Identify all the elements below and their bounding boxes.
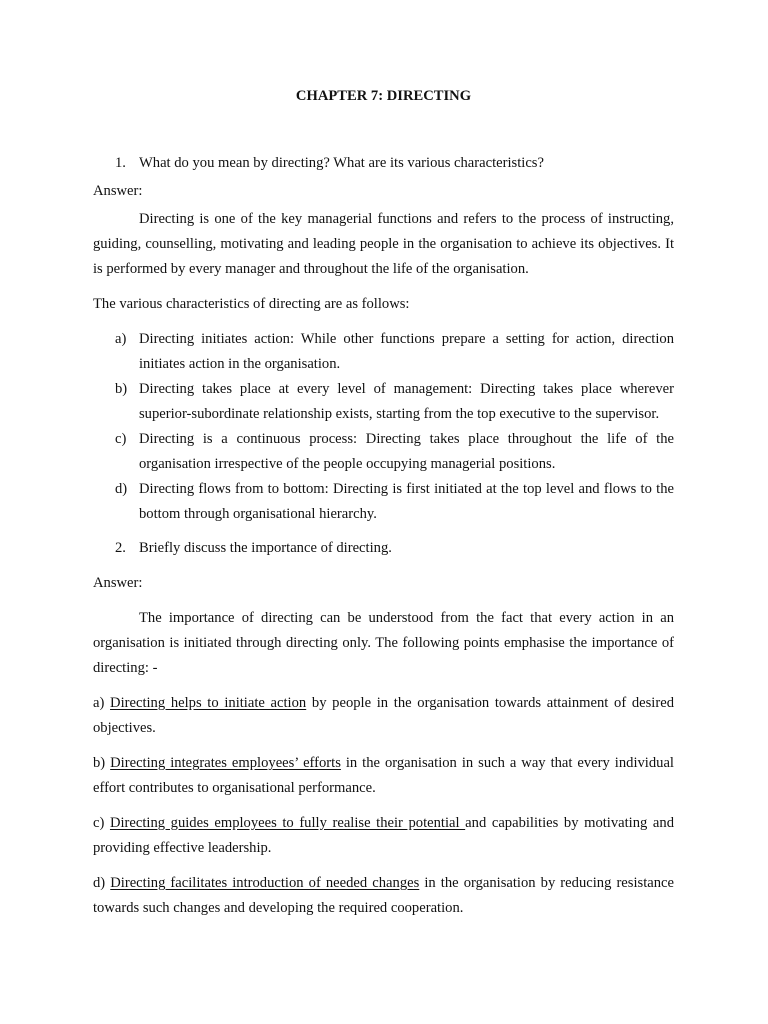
importance-text: by people in the organisation towards attainment of desired objectives.	[93, 695, 674, 736]
list-marker: b)	[115, 381, 128, 397]
spacer	[93, 527, 674, 536]
importance-marker: b)	[93, 755, 106, 771]
importance-item	[93, 811, 674, 861]
importance-text: and capabilities by motivating and providing effective leadership.	[93, 815, 674, 856]
importance-heading: Directing facilitates introduction of needed changes	[110, 875, 420, 891]
list-item-text: Directing is a continuous process: Directing takes place throughout the life of the organisation irrespective of the people occupying managerial positions.	[139, 431, 674, 472]
page-title: CHAPTER 7: DIRECTING	[295, 88, 472, 104]
importance-marker: a)	[93, 695, 105, 711]
importance-marker: d)	[93, 875, 106, 891]
question-text: What do you mean by directing? What are its various characteristics?	[139, 155, 544, 171]
spacer	[93, 861, 674, 871]
list-item	[93, 427, 674, 477]
spacer	[93, 282, 674, 292]
spacer	[93, 681, 674, 691]
characteristics-intro: The various characteristics of directing are as follows:	[93, 296, 410, 312]
answer-label: Answer:	[93, 183, 143, 199]
document-page	[93, 86, 674, 921]
list-item	[93, 327, 674, 377]
list-item	[93, 377, 674, 427]
characteristics-list	[93, 327, 674, 527]
spacer	[93, 596, 674, 606]
importance-item	[93, 691, 674, 741]
list-item-text: Directing initiates action: While other functions prepare a setting for action, direction initiates action in the organisation.	[139, 331, 674, 372]
spacer	[93, 801, 674, 811]
list-marker: a)	[115, 331, 127, 347]
spacer	[93, 741, 674, 751]
spacer	[93, 561, 674, 571]
spacer	[93, 317, 674, 327]
list-marker: d)	[115, 481, 128, 497]
importance-item	[93, 871, 674, 921]
answer-paragraph: The importance of directing can be understood from the fact that every action in an organisation is initiated through directing only. The following points emphasise the importance of directing: -	[93, 610, 674, 676]
list-item-text: Directing takes place at every level of management: Directing takes place wherever superior-subordinate relationship exists, starting from the top executive to the supervisor.	[139, 381, 674, 422]
list-item	[93, 477, 674, 527]
question-1	[93, 151, 674, 176]
importance-heading: Directing helps to initiate action	[110, 695, 307, 711]
answer-label: Answer:	[93, 575, 143, 591]
question-number: 1.	[115, 155, 126, 171]
question-2	[93, 536, 674, 561]
list-marker: c)	[115, 431, 127, 447]
importance-item	[93, 751, 674, 801]
list-item-text: Directing flows from to bottom: Directing is first initiated at the top level and flows to the bottom through organisational hierarchy.	[139, 481, 674, 522]
question-number: 2.	[115, 540, 126, 556]
spacer	[93, 106, 674, 151]
importance-heading: Directing integrates employees’ efforts	[110, 755, 341, 771]
question-text: Briefly discuss the importance of directing.	[139, 540, 392, 556]
importance-text: in the organisation by reducing resistance towards such changes and developing the required cooperation.	[93, 875, 674, 916]
importance-heading: Directing guides employees to fully realise their potential	[109, 815, 466, 831]
importance-text: in the organisation in such a way that every individual effort contributes to organisational performance.	[93, 755, 674, 796]
answer-paragraph: Directing is one of the key managerial functions and refers to the process of instructing, guiding, counselling, motivating and leading people in the organisation to achieve its objectives. It is performed by every manager and throughout the life of the organisation.	[93, 211, 674, 277]
importance-marker: c)	[93, 815, 105, 831]
